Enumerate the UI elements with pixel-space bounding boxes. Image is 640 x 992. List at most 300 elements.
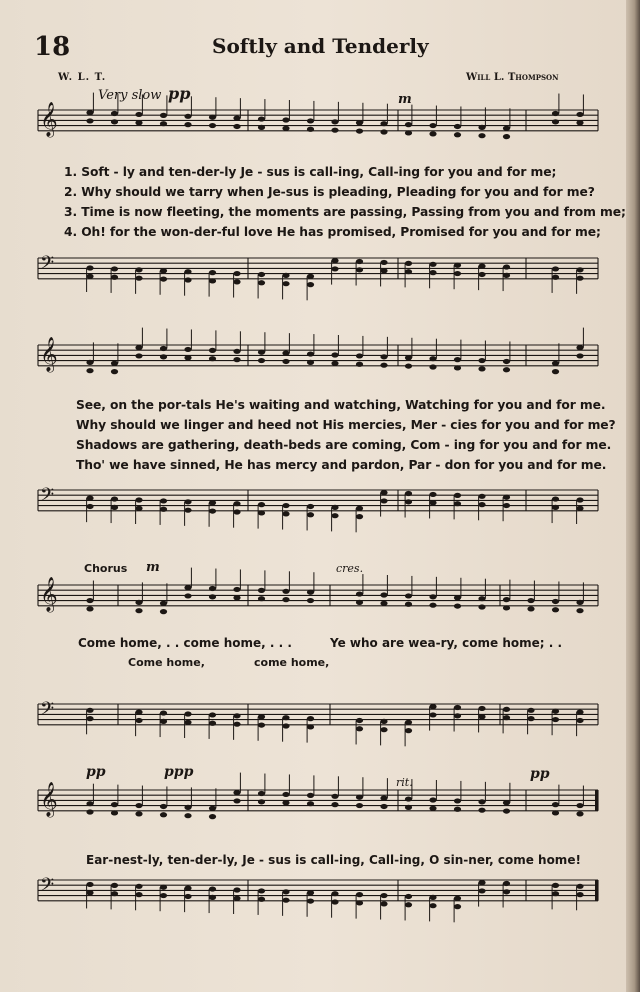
note-head (478, 799, 485, 804)
note-head (331, 258, 338, 263)
note-head (429, 797, 436, 802)
note-head (356, 506, 363, 511)
note-head (111, 891, 118, 896)
note-head (380, 498, 387, 503)
note-head (356, 600, 363, 605)
note-head (86, 809, 93, 814)
note-head (356, 900, 363, 905)
note-head (307, 801, 314, 806)
note-head (160, 276, 167, 281)
note-head (209, 712, 216, 717)
note-head (135, 267, 142, 272)
note-head (331, 361, 338, 366)
lyricist-credit: W. L. T. (58, 72, 107, 83)
note-head (478, 880, 485, 885)
note-head (576, 600, 583, 605)
note-head (135, 120, 142, 125)
note-head (184, 277, 191, 282)
note-head (282, 359, 289, 364)
note-head (184, 499, 191, 504)
note-head (135, 600, 142, 605)
note-head (331, 891, 338, 896)
note-head (111, 505, 118, 510)
note-head (209, 278, 216, 283)
note-head (184, 122, 191, 127)
note-head (258, 714, 265, 719)
note-head (503, 800, 510, 805)
note-head (380, 901, 387, 906)
note-head (160, 812, 167, 817)
note-head (307, 590, 314, 595)
chorus-label: Chorus (84, 562, 128, 575)
note-head (429, 123, 436, 128)
note-head (405, 491, 412, 496)
dynamic-pp: pp (168, 84, 191, 103)
note-head (184, 813, 191, 818)
note-head (454, 713, 461, 718)
note-head (160, 354, 167, 359)
note-head (356, 726, 363, 731)
note-head (184, 355, 191, 360)
chorus-lyric-1a: Come home, . . come home, . . . (78, 636, 292, 650)
note-head (576, 497, 583, 502)
note-head (429, 364, 436, 369)
note-head (111, 810, 118, 815)
note-head (111, 266, 118, 271)
note-head (527, 606, 534, 611)
note-head (552, 266, 559, 271)
note-head (209, 586, 216, 591)
dynamic-pp-end: pp (530, 766, 550, 782)
note-head (356, 591, 363, 596)
note-head (454, 271, 461, 276)
note-head (258, 799, 265, 804)
note-head (552, 119, 559, 124)
note-head (356, 120, 363, 125)
note-head (86, 598, 93, 603)
note-head (307, 118, 314, 123)
note-head (233, 896, 240, 901)
note-head (160, 268, 167, 273)
note-head (209, 348, 216, 353)
note-head (282, 723, 289, 728)
note-head (184, 585, 191, 590)
note-head (576, 267, 583, 272)
dynamic-ppp: ppp (164, 764, 194, 780)
verse-line-3-cont: Shadows are gathering, death-beds are coming, Com - ing for you and for me. (76, 438, 612, 452)
note-head (307, 504, 314, 509)
note-head (356, 267, 363, 272)
note-head (233, 116, 240, 121)
note-head (503, 495, 510, 500)
note-head (331, 266, 338, 271)
note-head (405, 894, 412, 899)
bass-clef: 𝄢 (40, 699, 55, 724)
cres-marking: cres. (336, 562, 364, 575)
note-head (111, 119, 118, 124)
note-head (160, 710, 167, 715)
note-head (552, 709, 559, 714)
note-head (258, 791, 265, 796)
note-head (331, 505, 338, 510)
note-head (233, 501, 240, 506)
note-head (576, 353, 583, 358)
note-head (282, 597, 289, 602)
note-head (258, 897, 265, 902)
note-head (356, 128, 363, 133)
note-head (258, 358, 265, 363)
note-head (209, 508, 216, 513)
note-head (86, 265, 93, 270)
note-head (454, 798, 461, 803)
note-head (429, 712, 436, 717)
note-head (282, 117, 289, 122)
note-head (86, 118, 93, 123)
treble-clef: 𝄞 (40, 102, 58, 137)
note-head (111, 883, 118, 888)
note-head (356, 718, 363, 723)
note-head (380, 592, 387, 597)
note-head (454, 904, 461, 909)
note-head (209, 886, 216, 891)
dynamic-m: m (398, 92, 412, 107)
note-head (160, 346, 167, 351)
note-head (552, 810, 559, 815)
note-head (429, 262, 436, 267)
note-head (331, 128, 338, 133)
note-head (454, 501, 461, 506)
note-head (233, 509, 240, 514)
note-head (576, 892, 583, 897)
bass-clef: 𝄢 (40, 485, 55, 510)
note-head (429, 594, 436, 599)
note-head (576, 608, 583, 613)
note-head (258, 596, 265, 601)
note-head (454, 493, 461, 498)
note-head (380, 363, 387, 368)
note-head (307, 282, 314, 287)
echo-come-home-1: Come home, (128, 656, 205, 669)
note-head (135, 803, 142, 808)
note-head (552, 361, 559, 366)
note-head (576, 884, 583, 889)
dynamic-pp-final: pp (86, 764, 106, 780)
note-head (233, 271, 240, 276)
verse-line-1: 1. Soft - ly and ten-der-ly Je - sus is call-ing, Call-ing for you and for me; (64, 165, 557, 179)
note-head (380, 601, 387, 606)
note-head (233, 722, 240, 727)
note-head (454, 896, 461, 901)
chorus-lyric-1b: Ye who are wea-ry, come home; . . (330, 636, 563, 650)
note-head (86, 890, 93, 895)
note-head (405, 593, 412, 598)
note-head (184, 720, 191, 725)
note-head (184, 114, 191, 119)
bass-clef: 𝄢 (40, 875, 55, 900)
note-head (135, 811, 142, 816)
note-head (478, 706, 485, 711)
note-head (160, 609, 167, 614)
note-head (503, 889, 510, 894)
note-head (429, 895, 436, 900)
note-head (576, 120, 583, 125)
verse-line-3: 3. Time is now fleeting, the moments are passing, Passing from you and from me; (64, 205, 626, 219)
note-head (135, 353, 142, 358)
note-head (405, 796, 412, 801)
note-head (478, 494, 485, 499)
note-head (503, 605, 510, 610)
note-head (503, 134, 510, 139)
hymn-title: Softly and Tenderly (212, 34, 429, 58)
note-head (405, 805, 412, 810)
note-head (86, 496, 93, 501)
bass-clef: 𝄢 (40, 253, 55, 278)
note-head (478, 604, 485, 609)
note-head (258, 125, 265, 130)
note-head (380, 129, 387, 134)
note-head (429, 270, 436, 275)
note-head (552, 891, 559, 896)
note-head (331, 352, 338, 357)
note-head (184, 508, 191, 513)
note-head (86, 801, 93, 806)
note-head (356, 795, 363, 800)
note-head (356, 353, 363, 358)
note-head (160, 498, 167, 503)
note-head (380, 719, 387, 724)
note-head (576, 276, 583, 281)
note-head (380, 796, 387, 801)
note-head (454, 124, 461, 129)
note-head (503, 503, 510, 508)
note-head (184, 711, 191, 716)
note-head (184, 886, 191, 891)
note-head (258, 350, 265, 355)
note-head (331, 802, 338, 807)
note-head (356, 892, 363, 897)
note-head (503, 367, 510, 372)
verse-line-4: 4. Oh! for the won-der-ful love He has promised, Promised for you and for me; (64, 225, 601, 239)
note-head (282, 511, 289, 516)
note-head (478, 596, 485, 601)
note-head (380, 260, 387, 265)
note-head (405, 602, 412, 607)
note-head (111, 369, 118, 374)
note-head (405, 728, 412, 733)
note-head (478, 133, 485, 138)
note-head (405, 269, 412, 274)
note-head (331, 899, 338, 904)
note-head (527, 598, 534, 603)
note-head (209, 594, 216, 599)
note-head (552, 369, 559, 374)
note-head (160, 121, 167, 126)
note-head (135, 710, 142, 715)
note-head (307, 716, 314, 721)
note-head (429, 603, 436, 608)
note-head (209, 115, 216, 120)
note-head (160, 885, 167, 890)
note-head (258, 588, 265, 593)
note-head (454, 263, 461, 268)
note-head (160, 893, 167, 898)
note-head (331, 513, 338, 518)
note-head (184, 347, 191, 352)
note-head (356, 514, 363, 519)
note-head (233, 349, 240, 354)
note-head (233, 279, 240, 284)
note-head (209, 500, 216, 505)
note-head (111, 111, 118, 116)
note-head (503, 707, 510, 712)
note-head (233, 357, 240, 362)
treble-clef: 𝄞 (40, 577, 58, 612)
verse-line-2: 2. Why should we tarry when Je-sus is pleading, Pleading for you and for me? (64, 185, 595, 199)
note-head (209, 721, 216, 726)
note-head (307, 898, 314, 903)
note-head (135, 345, 142, 350)
note-head (135, 892, 142, 897)
note-head (86, 360, 93, 365)
note-head (86, 504, 93, 509)
note-head (503, 264, 510, 269)
note-head (380, 354, 387, 359)
note-head (552, 275, 559, 280)
note-head (258, 116, 265, 121)
note-head (209, 356, 216, 361)
note-head (454, 595, 461, 600)
note-head (478, 502, 485, 507)
note-head (429, 704, 436, 709)
note-head (135, 608, 142, 613)
note-head (86, 716, 93, 721)
note-head (405, 902, 412, 907)
note-head (356, 259, 363, 264)
final-bar (595, 790, 598, 811)
note-head (356, 803, 363, 808)
note-head (233, 887, 240, 892)
note-head (552, 802, 559, 807)
note-head (111, 361, 118, 366)
note-head (331, 119, 338, 124)
note-head (135, 112, 142, 117)
note-head (86, 274, 93, 279)
dynamic-m-chorus: m (146, 560, 160, 575)
note-head (135, 276, 142, 281)
note-head (307, 127, 314, 132)
note-head (576, 112, 583, 117)
note-head (552, 496, 559, 501)
note-head (478, 125, 485, 130)
note-head (405, 363, 412, 368)
note-head (233, 595, 240, 600)
note-head (454, 807, 461, 812)
note-head (503, 126, 510, 131)
note-head (331, 794, 338, 799)
note-head (258, 280, 265, 285)
note-head (258, 272, 265, 277)
note-head (209, 814, 216, 819)
note-head (307, 598, 314, 603)
note-head (454, 705, 461, 710)
note-head (503, 597, 510, 602)
note-head (160, 719, 167, 724)
note-head (552, 607, 559, 612)
note-head (86, 882, 93, 887)
note-head (209, 895, 216, 900)
note-head (405, 130, 412, 135)
note-head (478, 714, 485, 719)
note-head (307, 351, 314, 356)
note-head (282, 126, 289, 131)
note-head (478, 272, 485, 277)
note-head (380, 490, 387, 495)
note-head (380, 121, 387, 126)
note-head (233, 798, 240, 803)
note-head (405, 720, 412, 725)
final-bar (595, 880, 598, 901)
note-head (552, 717, 559, 722)
note-head (576, 718, 583, 723)
note-head (86, 368, 93, 373)
note-head (184, 805, 191, 810)
verse-line-2-cont: Why should we linger and heed not His mercies, Mer - cies for you and for me? (76, 418, 616, 432)
note-head (135, 506, 142, 511)
note-head (282, 898, 289, 903)
note-head (160, 113, 167, 118)
page-number: 18 (34, 32, 71, 62)
note-head (552, 599, 559, 604)
note-head (576, 710, 583, 715)
verse-line-1-cont: See, on the por-tals He's waiting and watching, Watching for you and for me. (76, 398, 606, 412)
note-head (527, 708, 534, 713)
note-head (86, 606, 93, 611)
note-head (478, 808, 485, 813)
note-head (503, 273, 510, 278)
note-head (503, 715, 510, 720)
note-head (478, 264, 485, 269)
note-head (454, 357, 461, 362)
note-head (209, 806, 216, 811)
treble-clef: 𝄞 (40, 337, 58, 372)
note-head (429, 356, 436, 361)
note-head (307, 274, 314, 279)
note-head (307, 890, 314, 895)
tempo-marking: Very slow (98, 88, 162, 103)
note-head (503, 808, 510, 813)
note-head (184, 593, 191, 598)
note-head (380, 268, 387, 273)
note-head (86, 110, 93, 115)
note-head (111, 802, 118, 807)
note-head (307, 512, 314, 517)
note-head (135, 497, 142, 502)
note-head (233, 124, 240, 129)
note-head (405, 355, 412, 360)
note-head (429, 500, 436, 505)
note-head (380, 893, 387, 898)
note-head (356, 362, 363, 367)
rit-marking: rit. (396, 776, 413, 789)
note-head (282, 281, 289, 286)
note-head (429, 131, 436, 136)
note-head (576, 345, 583, 350)
note-head (503, 359, 510, 364)
note-head (576, 811, 583, 816)
note-head (552, 505, 559, 510)
note-head (258, 888, 265, 893)
note-head (429, 492, 436, 497)
